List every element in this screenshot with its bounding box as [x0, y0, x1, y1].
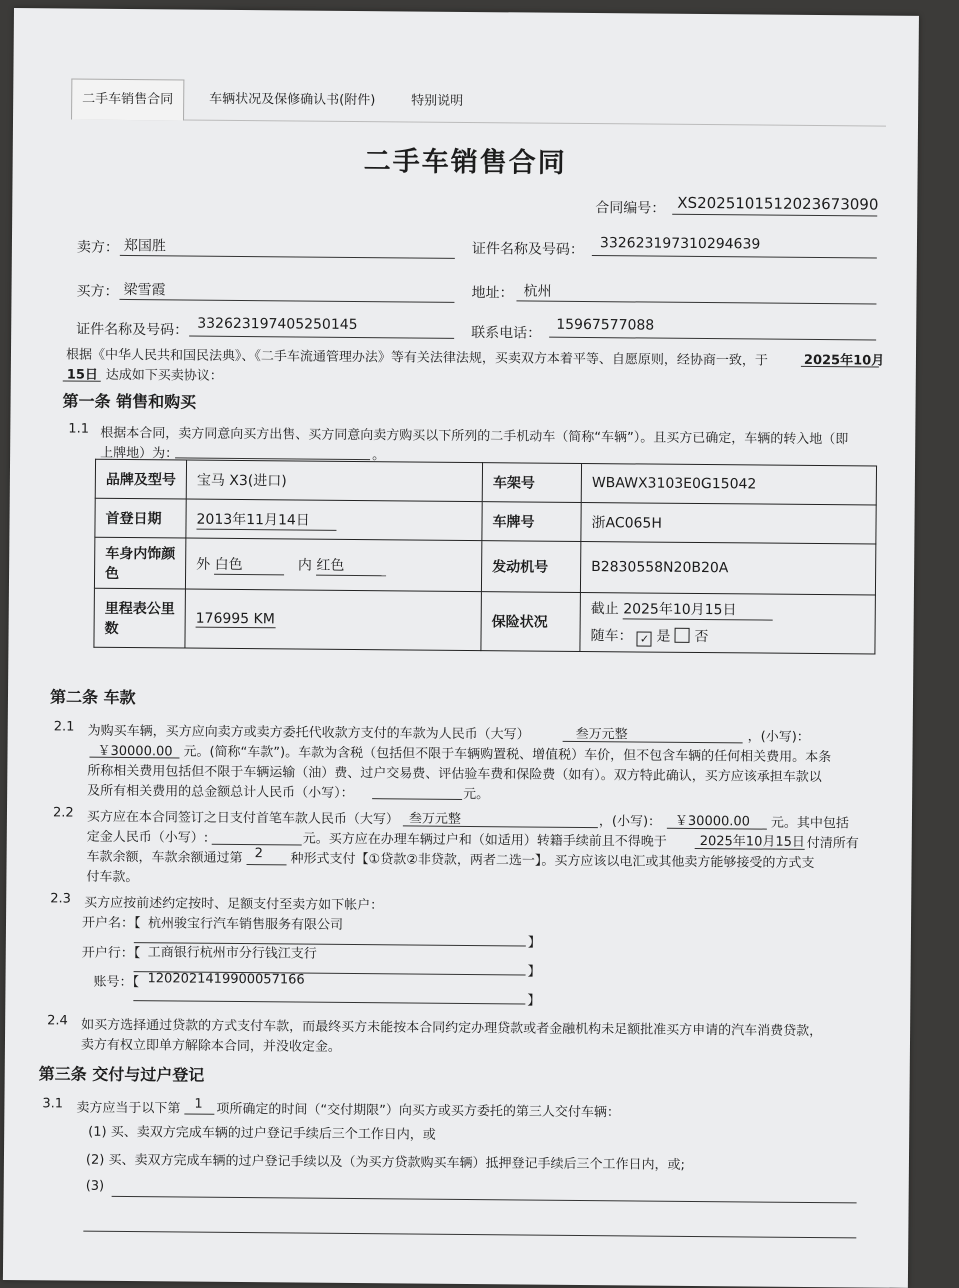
clause-2-2-amount: ￥30000.00 [674, 813, 751, 830]
preamble-line-1: 根据《中华人民共和国民法典》、《二手车流通管理办法》等有关法律法规，买卖双方本着平等、自愿原则，经协商一致，于 [65, 347, 769, 369]
vin-value: WBAWX3103E0G15042 [581, 463, 876, 505]
amount-words-underline [563, 741, 743, 744]
buyer-id-underline [189, 336, 454, 339]
engine-label: 发动机号 [481, 541, 580, 593]
clause-2-2-number: 2.2 [52, 805, 74, 821]
delivery-item-1: (1) 买、卖双方完成车辆的过户登记手续后三个工作日内，或 [88, 1124, 436, 1143]
clause-2-2-line-3-b: 种形式支付【①贷款②非贷款，两者二选一】。买方应该以电汇或其他卖方能够接受的方式支 [290, 851, 815, 872]
clause-2-2-line-1: 买方应在本合同签订之日支付首笔车款人民币（大写） [86, 809, 400, 828]
account-no-value: 1202021419900057166 [147, 971, 305, 988]
page-title: 二手车销售合同 [363, 146, 567, 179]
balance-deadline: 2025年10月15日 [699, 834, 805, 850]
seller-id-value: 332623197310294639 [599, 235, 761, 253]
clause-2-1-line-4: 及所有相关费用的总金额总计人民币（小写）： [87, 783, 354, 801]
clause-2-4-line-2: 卖方有权立即单方解除本合同，并没收定金。 [80, 1037, 342, 1055]
reg-date-value: 2013年11月14日 [196, 508, 336, 530]
bank-label: 开户行：【 [81, 945, 141, 962]
article-1-heading: 第一条 销售和购买 [62, 391, 197, 412]
buyer-name: 梁雪霞 [123, 281, 166, 299]
seller-id-underline [592, 255, 877, 258]
clause-2-1-line-1-end: ，(小写)： [747, 729, 810, 745]
account-name-label: 开户名：【 [81, 915, 141, 932]
plate-label: 车牌号 [482, 502, 581, 542]
article-3-heading: 第三条 交付与过户登记 [38, 1064, 205, 1085]
yes-label: 是 [656, 628, 671, 645]
seller-id-label: 证件名称及号码： [471, 241, 584, 258]
clause-2-3-number: 2.3 [50, 891, 71, 907]
insurance-cell [580, 592, 876, 654]
checkbox-no[interactable] [675, 628, 690, 643]
insurance-until-label: 截止 [590, 601, 619, 618]
no-label: 否 [694, 628, 709, 646]
clause-2-2-line-3-a: 车款余额，车款余额通过第 [86, 849, 243, 867]
clause-2-2-line-2-a: 定金人民币（小写）: [86, 829, 209, 846]
clause-3-1-line-1-b: 项所确定的时间（“交付期限”）向买方或买方委托的第三人交付车辆： [216, 1101, 620, 1121]
clause-2-1-line-4-end: 元。 [463, 786, 490, 803]
tab-vehicle-condition[interactable]: 车辆状况及保修确认书(附件) [209, 91, 376, 109]
buyer-label: 买方： [76, 283, 119, 300]
table-row [94, 588, 875, 654]
delivery-item-3-underline-2 [83, 1231, 856, 1239]
delivery-option-underline [184, 1114, 214, 1115]
clause-2-2-amount-words: 叁万元整 [408, 811, 462, 827]
tab-bar [71, 79, 886, 127]
color-cell [185, 538, 481, 592]
payment-form-value: 2 [254, 846, 263, 862]
contract-no-label: 合同编号： [595, 200, 666, 217]
table-row [95, 459, 876, 505]
clause-2-1-line-3: 所称相关费用包括但不限于车辆运输（油）费、过户交易费、评估验车费和保险费（如有）。双方特此确认，买方应该承担车款以 [87, 763, 822, 786]
mileage-cell [185, 589, 482, 651]
clause-3-1-line-1-a: 卖方应当于以下第 [76, 1100, 181, 1117]
tab-sales-contract[interactable]: 二手车销售合同 [71, 79, 184, 121]
checkbox-yes[interactable]: ✓ [637, 631, 652, 646]
buyer-id-value: 332623197405250145 [197, 315, 358, 334]
total-amount-underline [372, 798, 462, 800]
buyer-phone-underline [549, 337, 876, 341]
insurance-label: 保险状况 [481, 592, 581, 652]
brand-label: 品牌及型号 [95, 459, 186, 499]
insurance-until-value: 2025年10月15日 [623, 598, 773, 620]
clause-1-1-end: 。 [372, 448, 386, 464]
clause-2-2-line-2-end: 付清所有 [806, 835, 859, 852]
bank-bracket: 】 [527, 964, 541, 980]
account-no-label: 账号：【 [93, 974, 140, 991]
delivery-item-2: (2) 买、卖双方完成车辆的过户登记手续以及（为买方贷款购买车辆）抵押登记手续后三个工作日内，或; [85, 1152, 685, 1173]
account-no-bracket: 】 [527, 993, 541, 1009]
preamble-line-2: 达成如下买卖协议： [105, 367, 223, 384]
bank-value: 工商银行杭州市分行钱江支行 [147, 945, 317, 962]
seller-label: 卖方： [76, 239, 119, 256]
delivery-option-value: 1 [194, 1096, 203, 1112]
table-row [94, 537, 875, 595]
vin-label: 车架号 [482, 463, 581, 503]
account-no-underline [133, 1000, 525, 1004]
clause-2-2-line-2-b: 元。买方应在办理车辆过户和（如适用）转籍手续前且不得晚于 [302, 831, 667, 850]
buyer-phone-label: 联系电话： [471, 325, 542, 342]
color-label: 车身内饰颜色 [94, 537, 185, 589]
clause-2-4-number: 2.4 [47, 1013, 68, 1029]
engine-value: B2830558N20B20A [580, 541, 875, 595]
clause-2-1-amount: ￥30000.00 [97, 743, 173, 760]
preamble-day: 15日 [66, 367, 98, 383]
buyer-addr-underline [516, 300, 876, 304]
with-car-label: 随车： [590, 628, 633, 645]
mileage-label: 里程表公里数 [94, 588, 186, 648]
buyer-id-label: 证件名称及号码： [76, 321, 189, 339]
buyer-addr-value: 杭州 [523, 283, 552, 300]
plate-value: 浙AC065H [581, 502, 876, 544]
clause-2-2-line-4: 付车款。 [86, 869, 139, 886]
clause-1-1-line-2: 上牌地）为： [100, 445, 179, 462]
preamble-date: 2025年10月 [803, 352, 885, 369]
clause-2-1-line-1: 为购买车辆，买方应向卖方或卖方委托代收款方支付的车款为人民币（大写） [87, 723, 530, 743]
tab-special-notes[interactable]: 特别说明 [411, 93, 464, 109]
delivery-item-3-underline [112, 1196, 857, 1204]
contract-page [3, 8, 919, 1288]
clause-1-1-line-1: 根据本合同，卖方同意向买方出售、买方同意向卖方购买以下所列的二手机动车（简称“车辆”）。且买方已确定，车辆的转入地（即 [100, 425, 849, 448]
account-name-value: 杭州骏宝行汽车销售服务有限公司 [147, 916, 344, 933]
clause-2-1-number: 2.1 [53, 719, 75, 735]
clause-2-2-line-1-end: 元。其中包括 [770, 815, 849, 832]
seller-underline [120, 255, 455, 259]
article-2-heading: 第二条 车款 [49, 687, 136, 708]
color-out-prefix: 外 [196, 556, 211, 573]
account-name-bracket: 】 [527, 935, 541, 951]
balance-deadline-underline [695, 848, 805, 850]
contract-no-value: XS2025101512023673090 [677, 193, 879, 214]
brand-value: 宝马 X3(进口) [186, 460, 482, 502]
seller-name: 郑国胜 [123, 237, 166, 255]
buyer-phone-value: 15967577088 [556, 316, 655, 334]
color-out-value: 白色 [215, 553, 285, 575]
contract-no-underline [672, 214, 877, 217]
color-in-prefix: 内 [297, 556, 313, 574]
clause-1-1-number: 1.1 [68, 421, 90, 437]
color-in-value: 红色 [316, 554, 386, 576]
clause-2-3-line-1: 买方应按前述约定按时、足额支付至卖方如下帐户： [84, 895, 384, 914]
clause-2-1-line-2: 元。(简称“车款”)。车款为含税（包括但不限于车辆购置税、增值税）车价，但不包含车辆的任何相关费用。本条 [183, 744, 832, 766]
table-row [95, 498, 876, 544]
clause-2-4-line-1: 如买方选择通过贷款的方式支付车款，而最终买方未能按本合同约定办理贷款或者金融机构未足额批准买方申请的汽车消费贷款， [81, 1017, 823, 1040]
mileage-value: 176995 KM [195, 610, 275, 627]
buyer-underline [119, 299, 454, 303]
clause-3-1-number: 3.1 [42, 1096, 64, 1112]
reg-date-cell [186, 499, 482, 541]
buyer-addr-label: 地址： [471, 285, 514, 302]
payment-form-underline [247, 864, 287, 865]
delivery-item-3-number: (3) [85, 1178, 105, 1194]
reg-date-label: 首登日期 [95, 498, 186, 538]
clause-2-1-amount-words: 叁万元整 [575, 726, 628, 743]
vehicle-info-table [93, 459, 877, 655]
clause-2-2-line-1-mid: ，(小写)： [598, 814, 662, 830]
